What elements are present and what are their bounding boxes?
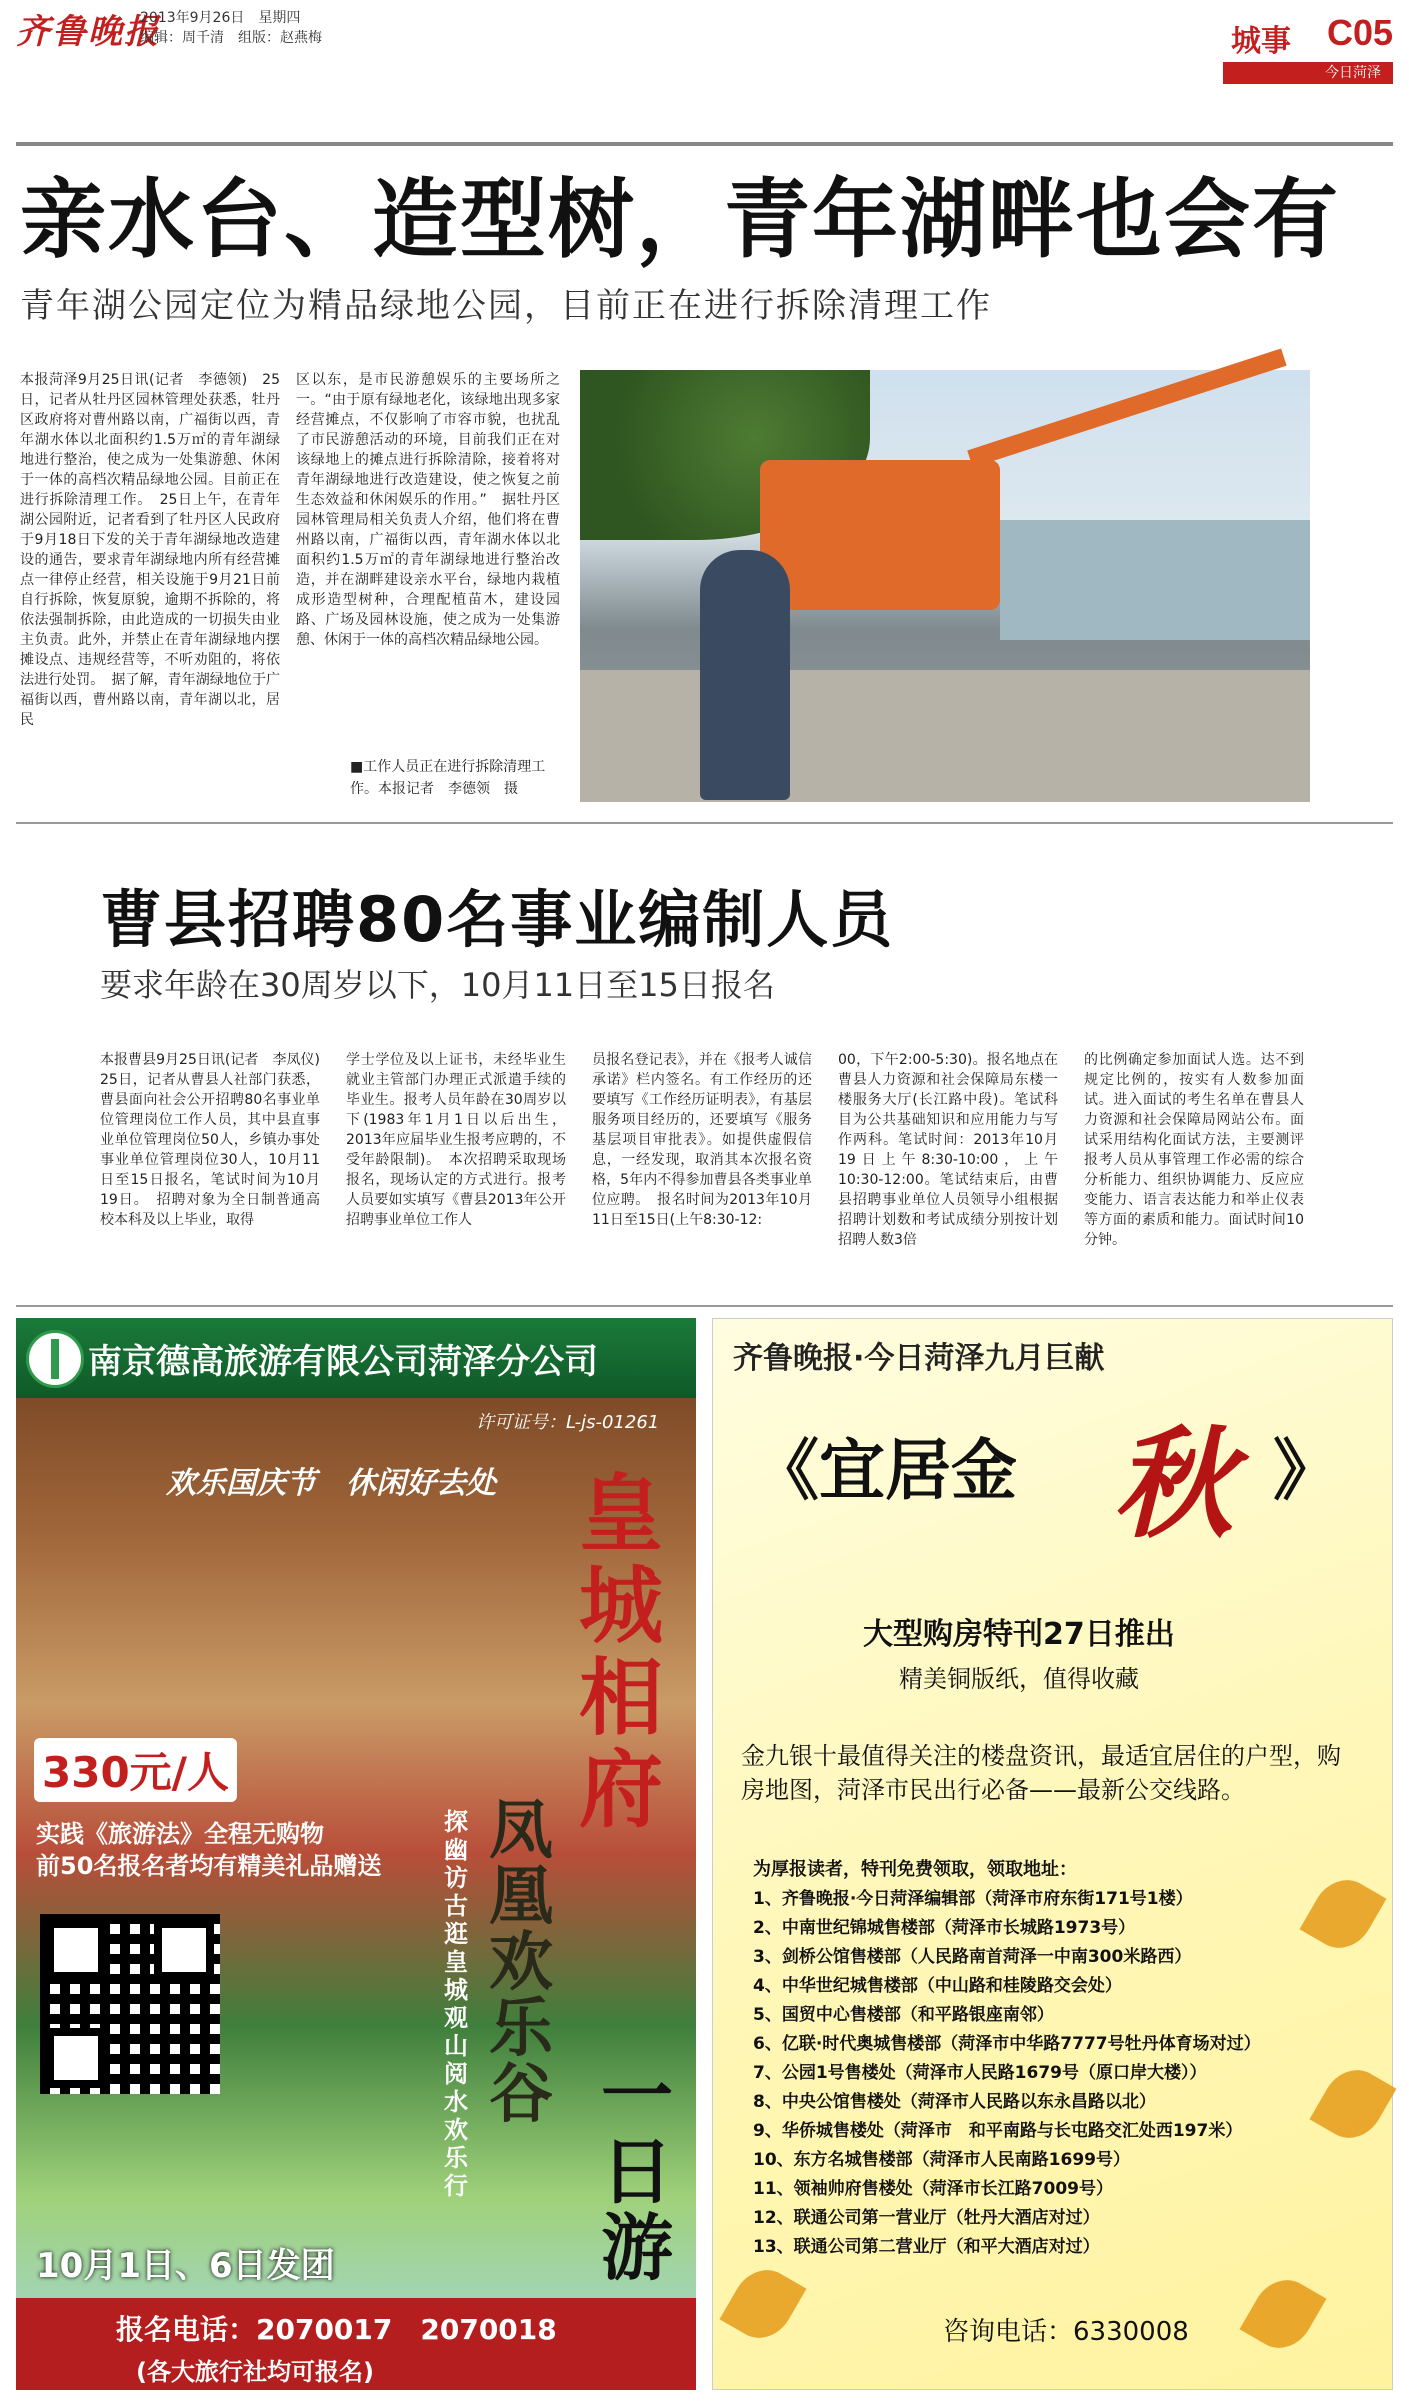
list-item: 6、亿联·时代奥城售楼部（菏泽市中华路7777号牡丹体育场对过）: [753, 2034, 1261, 2054]
divider: [16, 1305, 1393, 1307]
housing-ad-header: 齐鲁晚报·今日菏泽九月巨献: [733, 1341, 1105, 1376]
lake-shape: [1000, 520, 1310, 640]
registration-note: (各大旅行社均可报名): [136, 2358, 374, 2386]
story2-column-4: 00，下午2:00-5:30)。报名地点在曹县人力资源和社会保障局东楼一楼服务大厅(长江路中段)。笔试科目为公共基础知识和应用能力与写作两科。笔试时间：2013年10月19日上午8:30-10:00，上午10:30-12:00。笔试结束后，由曹县招聘事业单位人员领导小组根据招聘计划数和考试成绩分别按计划招聘人数3倍: [838, 1052, 1058, 1248]
travel-company-name: 南京德高旅游有限公司菏泽分公司: [88, 1342, 598, 1382]
editor-credits: 编辑：周千清 组版：赵燕梅: [140, 30, 322, 46]
travel-advertisement: [16, 1318, 696, 2390]
divider: [16, 822, 1393, 824]
story1-subhead: 青年湖公园定位为精品绿地公园，目前正在进行拆除清理工作: [20, 286, 992, 326]
demolition-photo: [580, 370, 1310, 802]
list-item: 2、中南世纪锦城售楼部（菏泽市长城路1973号）: [753, 1918, 1136, 1938]
list-item: 7、公园1号售楼处（菏泽市人民路1679号（原口岸大楼））: [753, 2063, 1207, 2083]
list-item: 9、华侨城售楼处（菏泽市 和平南路与长屯路交汇处西197米）: [753, 2121, 1243, 2141]
price-badge: 330元/人: [34, 1738, 237, 1802]
travel-company-logo-icon: [26, 1330, 84, 1388]
housing-ad-title: 《宜居金: [753, 1432, 1017, 1509]
pickup-list-title: 为厚报读者，特刊免费领取，领取地址：: [753, 1859, 1077, 1880]
story2-subhead: 要求年龄在30周岁以下，10月11日至15日报名: [100, 966, 775, 1004]
departure-dates: 10月1日、6日发团: [36, 2246, 335, 2286]
subsection-bar: 今日菏泽: [1223, 62, 1393, 84]
travel-ad-header: [16, 1318, 696, 1398]
housing-ad-title-close: 》: [1273, 1432, 1339, 1509]
promo-line-2: 前50名报名者均有精美礼品赠送: [36, 1852, 382, 1880]
housing-ad-subtitle: 大型购房特刊27日推出: [863, 1617, 1175, 1652]
consult-phone: 咨询电话：6330008: [943, 2317, 1189, 2347]
page-number: C05: [1326, 12, 1393, 53]
housing-ad-calligraphy: 秋: [1113, 1416, 1233, 1555]
pickup-location-list: [753, 1885, 1261, 2262]
story2-column-2: 学士学位及以上证书，未经毕业生就业主管部门办理正式派遣手续的毕业生。报考人员年龄在30周岁以下(1983年1月1日以后出生，2013年应届毕业生报考应聘的，不受年龄限制)。 本次招聘采取现场报名，现场认定的方式进行。报考人员要如实填写《曹县2013年公开招聘事业单位工作人: [346, 1052, 566, 1228]
newspaper-logo: 齐鲁晚报: [16, 12, 160, 52]
maple-leaf-icon: [1240, 2269, 1327, 2360]
list-item: 13、联通公司第二营业厅（和平大酒店对过）: [753, 2237, 1100, 2257]
maple-leaf-icon: [1300, 1869, 1387, 1960]
story2-column-5: 的比例确定参加面试人选。达不到规定比例的，按实有人数参加面试。进入面试的考生名单在曹县人力资源和社会保障局网站公布。面试采用结构化面试方法，主要测评报考人员从事管理工作必需的综合分析能力、组织协调能力、反应应变能力、语言表达能力和举止仪表等方面的素质和能力。面试时间10分钟。: [1084, 1052, 1304, 1248]
maple-leaf-icon: [720, 2259, 807, 2350]
rubble-shape: [580, 670, 1310, 802]
maple-leaf-icon: [1310, 2059, 1397, 2150]
excavator-shape: [760, 460, 1000, 610]
masthead-meta: [140, 8, 322, 48]
list-item: 5、国贸中心售楼部（和平路银座南邻）: [753, 2005, 1054, 2025]
list-item: 8、中央公馆售楼处（菏泽市人民路以东永昌路以北）: [753, 2092, 1156, 2112]
story1-column-2: 区以东，是市民游憩娱乐的主要场所之一。“由于原有绿地老化，该绿地出现多家经营摊点，不仅影响了市容市貌，也扰乱了市民游憩活动的环境，目前我们正在对该绿地上的摊点进行拆除清除，接着将对青年湖绿地进行改造建设，使之恢复之前生态效益和休闲娱乐的作用。” 据牡丹区园林管理局相关负责人介绍，他们将在曹州路以南，广福街以西，青年湖水体以北面积约1.5万㎡的青年湖绿地进行整治改造，并在湖畔建设亲水平台，绿地内栽植成形造型树种，合理配植苗木，建设园路、广场及园林设施，使之成为一处集游憩、休闲于一体的高档次精品绿地公园。: [296, 372, 560, 648]
license-number: 许可证号：L-js-01261: [476, 1412, 660, 1433]
list-item: 3、剑桥公馆售楼部（人民路南首菏泽一中南300米路西）: [753, 1947, 1192, 1967]
list-item: 10、东方名城售楼部（菏泽市人民南路1699号）: [753, 2150, 1130, 2170]
list-item: 4、中华世纪城售楼部（中山路和桂陵路交会处）: [753, 1976, 1122, 1996]
registration-phone: 报名电话：2070017 2070018: [116, 2313, 557, 2346]
story2-headline: 曹县招聘80名事业编制人员: [100, 883, 895, 956]
destination-title: 皇城相府: [578, 1465, 663, 1839]
list-item: 11、领袖帅府售楼处（菏泽市长江路7009号）: [753, 2179, 1113, 2199]
story2-column-3: 员报名登记表》，并在《报考人诚信承诺》栏内签名。有工作经历的还要填写《工作经历证明表》，有基层服务项目经历的，还要填写《服务基层项目审批表》。如提供虚假信息，一经发现，取消其本次报名资格，5年内不得参加曹县各类事业单位应聘。 报名时间为2013年10月11日至15日(上午8:30-12:: [592, 1052, 812, 1228]
promo-line-1: 实践《旅游法》全程无购物: [36, 1820, 324, 1848]
story2-column-1: 本报曹县9月25日讯(记者 李凤仪) 25日，记者从曹县人社部门获悉，曹县面向社会公开招聘80名事业单位管理岗位工作人员，其中县直事业单位管理岗位50人，乡镇办事处事业单位管理岗位30人，10月11日至15日报名，笔试时间为10月19日。 招聘对象为全日制普通高校本科及以上毕业，取得: [100, 1052, 334, 1228]
travel-tagline: 探幽访古逛皇城 观山阅水欢乐行: [444, 1808, 492, 2200]
divider: [16, 142, 1393, 146]
list-item: 1、齐鲁晚报·今日菏泽编辑部（菏泽市府东街171号1楼）: [753, 1889, 1193, 1909]
promo-text: [36, 1818, 381, 1882]
destination-subtitle: 凤凰欢乐谷: [489, 1794, 553, 2132]
housing-ad-tagline: 精美铜版纸，值得收藏: [899, 1665, 1139, 1693]
list-item: 12、联通公司第一营业厅（牡丹大酒店对过）: [753, 2208, 1100, 2228]
photo-caption: ■工作人员正在进行拆除清理工作。本报记者 李德领 摄: [350, 759, 546, 797]
worker-shape: [700, 550, 790, 800]
issue-date: 2013年9月26日 星期四: [140, 10, 301, 26]
day-trip-label: 一日游: [600, 2054, 673, 2290]
housing-advertisement: [712, 1318, 1393, 2390]
qr-code-icon: [40, 1914, 220, 2094]
story1-column-1: 本报菏泽9月25日讯(记者 李德领) 25日，记者从牡丹区园林管理处获悉，牡丹区政府将对曹州路以南，广福街以西，青年湖水体以北面积约1.5万㎡的青年湖绿地进行整治，使之成为一处集游憩、休闲于一体的高档次精品绿地公园。目前正在进行拆除清理工作。 25日上午，在青年湖公园附近，记者看到了牡丹区人民政府于9月18日下发的关于青年湖绿地改造建设的通告，要求青年湖绿地内所有经营摊点一律停止经营，相关设施于9月21日前自行拆除，恢复原貌，逾期不拆除的，将依法强制拆除，由此造成的一切损失由业主负责。此外，并禁止在青年湖绿地内摆摊设点、违规经营等，不听劝阻的，将依法进行处罚。 据了解，青年湖绿地位于广福街以西，曹州路以南，青年湖以北，居民: [20, 372, 280, 728]
travel-slogan: 欢乐国庆节 休闲好去处: [166, 1466, 496, 1501]
housing-ad-intro: 金九银十最值得关注的楼盘资讯，最适宜居住的户型，购房地图，菏泽市民出行必备——最新公交线路。: [741, 1742, 1341, 1804]
section-title: 城事: [1231, 24, 1291, 59]
story1-headline: 亲水台、造型树，青年湖畔也会有: [20, 170, 1340, 270]
